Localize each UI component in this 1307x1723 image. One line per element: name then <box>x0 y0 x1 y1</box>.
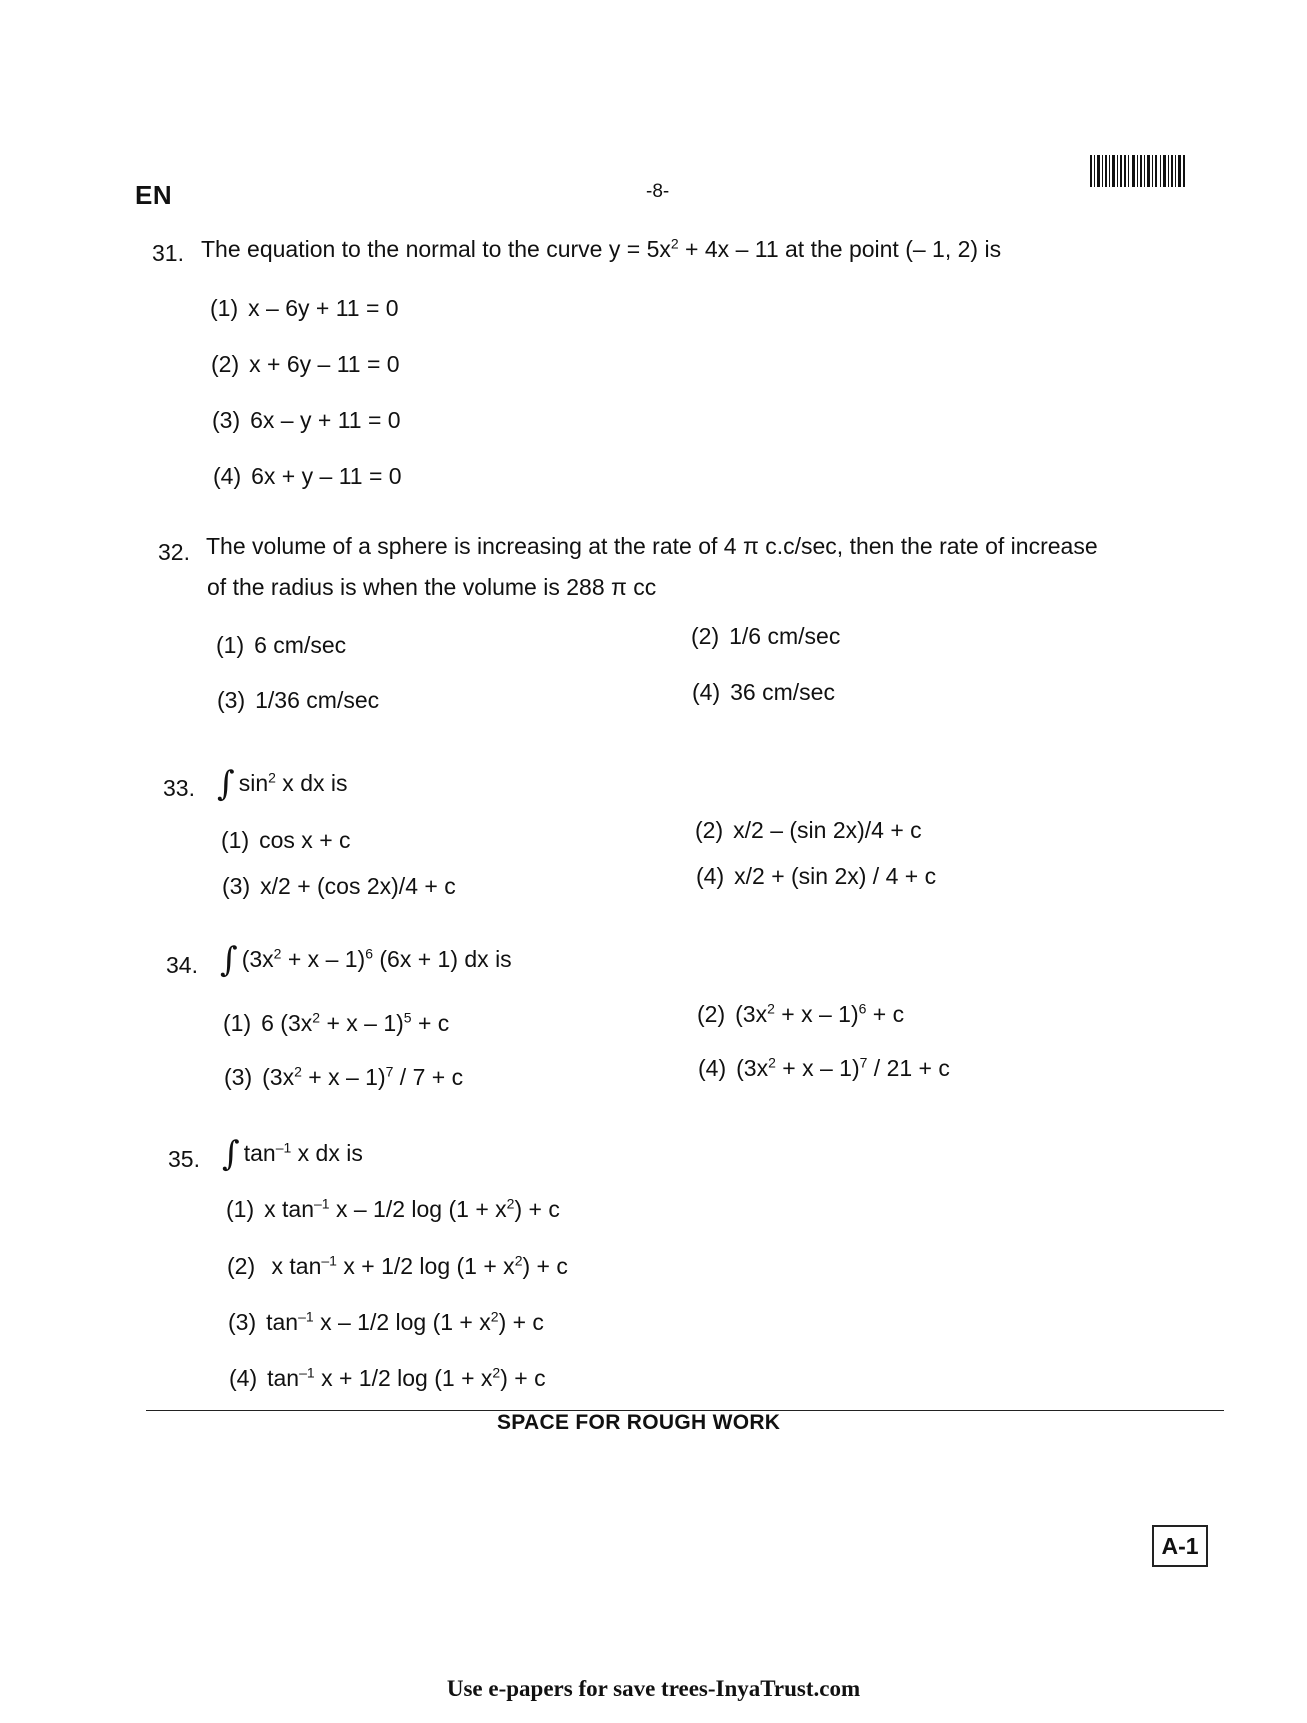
q34-option-4: (4) $(3x^2 + x - 1)^7 / 21 + c$ <box>698 1054 950 1081</box>
q33-option-4: (4) x/2 + (sin 2x) / 4 + c <box>696 863 937 889</box>
q31-option-2: (2) x + 6y – 11 = 0 <box>211 351 400 377</box>
q31-text: The equation to the normal to the curve $y = 5x^2 + 4x - 11$ at the point (– 1, 2) is <box>201 235 1002 262</box>
q34-option-3: (3) $(3x^2 + x - 1)^7 / 7 + c$ <box>224 1063 464 1090</box>
q33-number: 33. <box>163 775 195 801</box>
q35-option-1: (1) x $\tan^{-1} x - 1/2$ $\log (1 + x^2) + c$ <box>226 1195 560 1222</box>
q34-option-1: (1) 6 $(3x^2 + x - 1)^5 + c$ <box>223 1009 450 1036</box>
q35-option-2: (2) x $\tan^{-1} x + 1/2$ $\log (1 + x^2) + c$ <box>227 1252 568 1279</box>
q31-option-1: (1) x – 6y + 11 = 0 <box>210 295 399 321</box>
q34-number: 34. <box>166 952 198 978</box>
page-number: -8- <box>646 181 670 202</box>
footer-text: Use e-papers for save trees-InyaTrust.com <box>446 1676 861 1701</box>
q35-option-3: (3) $\tan^{-1} x - 1/2$ $\log (1 + x^2) + c$ <box>228 1308 544 1335</box>
q34-option-2: (2) $(3x^2 + x - 1)^6 + c$ <box>697 1000 905 1027</box>
q35-text: ∫ $\tan^{-1} x$ dx is <box>222 1134 363 1174</box>
set-code-box: A-1 <box>1152 1525 1208 1567</box>
q32-option-1: (1) 6 cm/sec <box>216 632 347 658</box>
q32-text-line2: of the radius is when the volume is 288 π cc <box>207 574 657 600</box>
q32-option-3: (3) 1/36 cm/sec <box>217 687 380 713</box>
q32-number: 32. <box>158 539 190 565</box>
q32-option-2: (2) 1/6 cm/sec <box>691 623 841 649</box>
q31-number: 31. <box>152 240 184 266</box>
q34-text: ∫ $(3x^2 + x - 1)^6$ (6x + 1) dx is <box>220 940 512 980</box>
language-code: EN <box>135 180 173 210</box>
q35-number: 35. <box>168 1146 200 1172</box>
rough-work-label: SPACE FOR ROUGH WORK <box>497 1411 781 1434</box>
q33-option-3: (3) x/2 + (cos 2x)/4 + c <box>222 873 456 899</box>
q33-text: ∫ $\sin^2 x$ dx is <box>217 764 348 804</box>
q33-option-1: (1) cos x + c <box>221 827 351 853</box>
q35-option-4: (4) $\tan^{-1} x + 1/2$ $\log (1 + x^2) + c$ <box>229 1364 546 1391</box>
q33-option-2: (2) x/2 – (sin 2x)/4 + c <box>695 817 922 843</box>
q31-option-3: (3) 6x – y + 11 = 0 <box>212 407 401 433</box>
q32-option-4: (4) 36 cm/sec <box>692 679 835 705</box>
q31-option-4: (4) 6x + y – 11 = 0 <box>213 463 402 489</box>
q32-text-line1: The volume of a sphere is increasing at the rate of 4 π c.c/sec, then the rate of increase <box>206 533 1098 559</box>
barcode-icon <box>1090 155 1186 187</box>
